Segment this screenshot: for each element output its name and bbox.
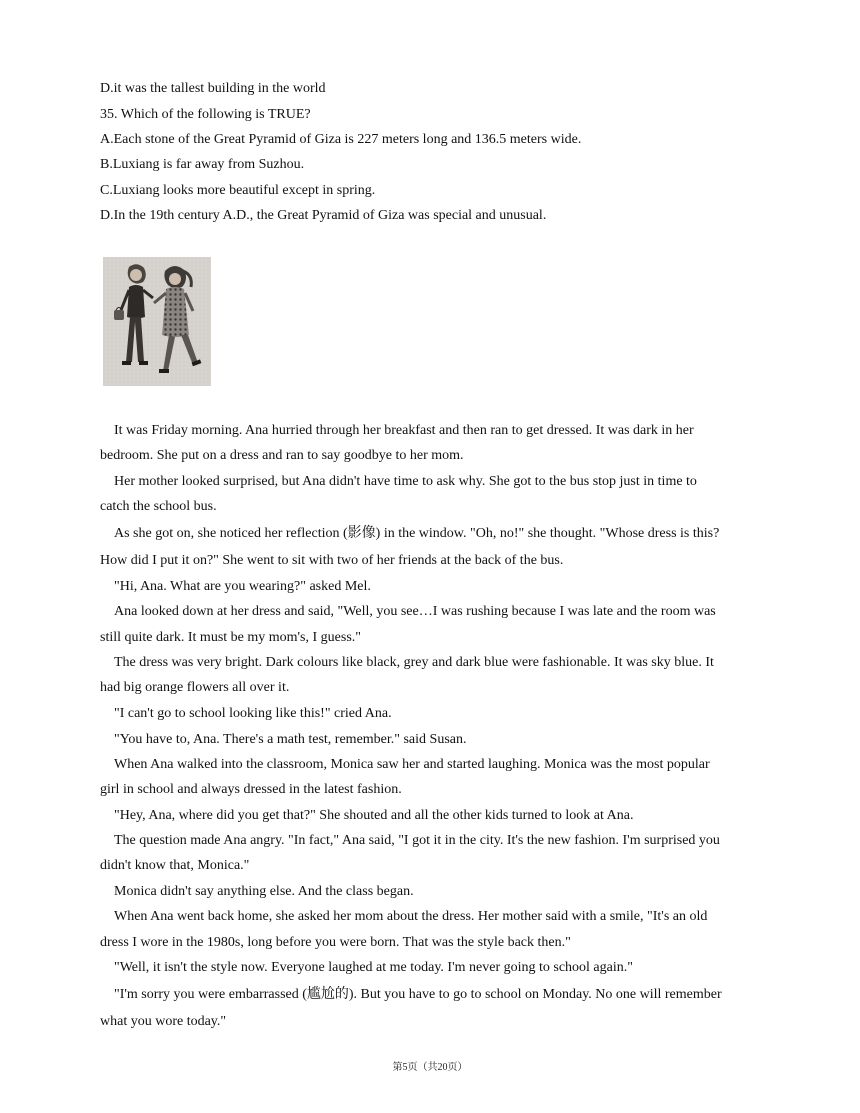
question-35-option-c: C.Luxiang looks more beautiful except in spring.: [100, 183, 376, 198]
story-line: The dress was very bright. Dark colours like black, grey and dark blue were fashionable. It was sky blue. It: [114, 655, 714, 670]
story-line: what you wore today.": [100, 1014, 227, 1029]
story-line: catch the school bus.: [100, 499, 217, 514]
story-line: dress I wore in the 1980s, long before you were born. That was the style back then.": [100, 935, 571, 950]
story-line: still quite dark. It must be my mom's, I guess.": [100, 630, 361, 645]
story-line: Ana looked down at her dress and said, "Well, you see…I was rushing because I was late and the room was: [114, 604, 716, 619]
story-line: Her mother looked surprised, but Ana didn't have time to ask why. She got to the bus stop just in time to: [114, 474, 697, 489]
two-girls-illustration: [103, 257, 211, 386]
story-line: girl in school and always dressed in the latest fashion.: [100, 782, 402, 797]
story-line: Monica didn't say anything else. And the class began.: [114, 884, 414, 899]
story-line: It was Friday morning. Ana hurried through her breakfast and then ran to get dressed. It was dark in her: [114, 423, 694, 438]
story-line: The question made Ana angry. "In fact," Ana said, "I got it in the city. It's the new fashion. I'm surprised you: [114, 833, 720, 848]
question-34-option-d: D.it was the tallest building in the world: [100, 81, 326, 96]
question-35-option-b: B.Luxiang is far away from Suzhou.: [100, 157, 305, 172]
story-line: "Well, it isn't the style now. Everyone laughed at me today. I'm never going to school again.": [114, 960, 633, 975]
question-35-stem: 35. Which of the following is TRUE?: [100, 107, 311, 122]
story-line: "I'm sorry you were embarrassed (尴尬的). But you have to go to school on Monday. No one will remember: [114, 987, 722, 1002]
story-line: "Hi, Ana. What are you wearing?" asked Mel.: [114, 579, 371, 594]
story-line: When Ana walked into the classroom, Monica saw her and started laughing. Monica was the most popular: [114, 757, 710, 772]
story-line: "I can't go to school looking like this!" cried Ana.: [114, 706, 392, 721]
question-35-option-d: D.In the 19th century A.D., the Great Pyramid of Giza was special and unusual.: [100, 208, 547, 223]
story-line: When Ana went back home, she asked her mom about the dress. Her mother said with a smile, "It's an old: [114, 909, 708, 924]
story-line: had big orange flowers all over it.: [100, 680, 290, 695]
story-line: didn't know that, Monica.": [100, 858, 250, 873]
story-line: bedroom. She put on a dress and ran to say goodbye to her mom.: [100, 448, 464, 463]
story-line: As she got on, she noticed her reflection (影像) in the window. "Oh, no!" she thought. "Whose dress is this?: [114, 526, 720, 541]
story-line: How did I put it on?" She went to sit with two of her friends at the back of the bus.: [100, 553, 564, 568]
page-number-footer: 第5页（共20页）: [392, 1062, 468, 1073]
story-line: "You have to, Ana. There's a math test, remember." said Susan.: [114, 732, 467, 747]
story-line: "Hey, Ana, where did you get that?" She shouted and all the other kids turned to look at Ana.: [114, 808, 634, 823]
question-35-option-a: A.Each stone of the Great Pyramid of Giza is 227 meters long and 136.5 meters wide.: [100, 132, 582, 147]
